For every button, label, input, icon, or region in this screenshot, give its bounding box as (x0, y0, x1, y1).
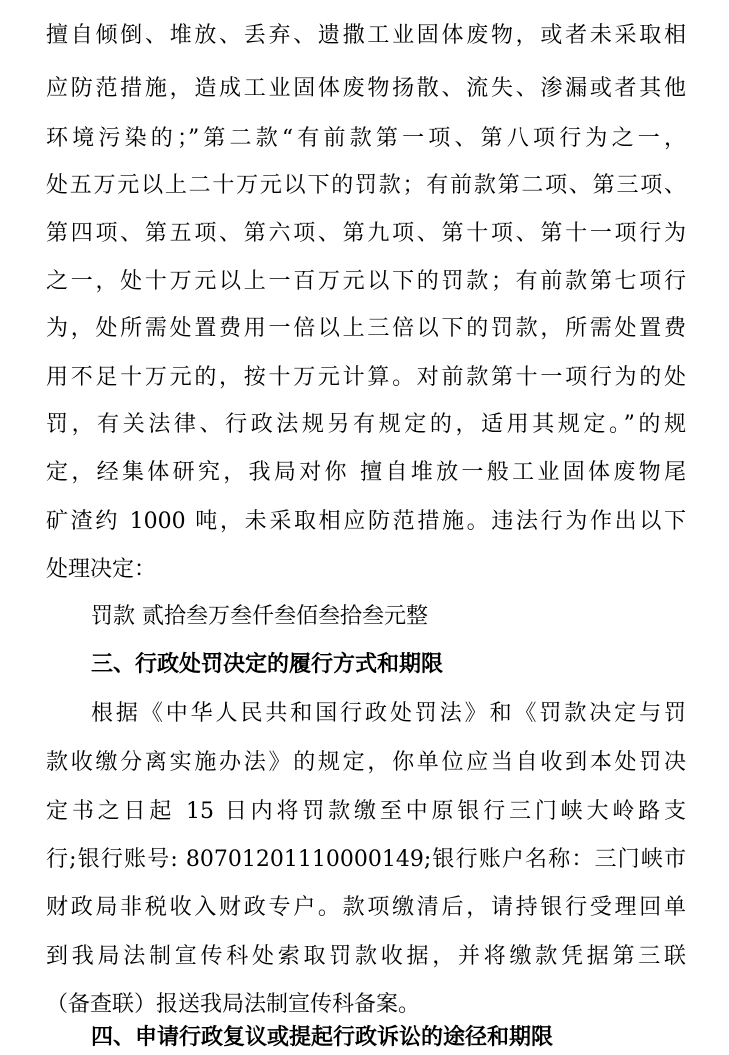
text-line: 擅自倾倒、堆放、丢弃、遗撒工业固体废物，或者未采取相 (46, 23, 686, 48)
text-line: 应防范措施，造成工业固体废物扬散、流失、渗漏或者其他 (46, 76, 686, 101)
text-line: 处五万元以上二十万元以下的罚款；有前款第二项、第三项、 (46, 173, 686, 198)
text-line: 第四项、第五项、第六项、第九项、第十项、第十一项行为 (46, 221, 686, 246)
text-line: 环境污染的；”第二款“有前款第一项、第八项行为之一， (46, 126, 686, 151)
text-line: 矿渣约 1000 吨，未采取相应防范措施。违法行为作出以下 (46, 509, 686, 534)
text-line: 之一，处十万元以上一百万元以下的罚款；有前款第七项行 (46, 269, 686, 294)
text-line: 处理决定： (46, 557, 157, 582)
text-line: 到我局法制宣传科处索取罚款收据，并将缴款凭据第三联 (46, 944, 686, 969)
text-line: 根据《中华人民共和国行政处罚法》和《罚款决定与罚 (91, 701, 686, 726)
penalty-amount: 罚款 贰拾叁万叁仟叁佰叁拾叁元整 (91, 604, 428, 629)
text-line: （备查联）报送我局法制宣传科备案。 (46, 992, 421, 1017)
text-line: 财政局非税收入财政专户。款项缴清后，请持银行受理回单 (46, 895, 686, 920)
section-heading-3: 三、行政处罚决定的履行方式和期限 (91, 652, 444, 677)
text-line: 款收缴分离实施办法》的规定，你单位应当自收到本处罚决 (46, 750, 686, 775)
text-line: 行;银行账号: 80701201110000149;银行账户名称：三门峡市 (46, 847, 686, 872)
text-line: 罚，有关法律、行政法规另有规定的，适用其规定。”的规 (46, 412, 686, 437)
section-heading-4: 四、申请行政复议或提起行政诉讼的途径和期限 (91, 1025, 554, 1050)
text-line: 定书之日起 15 日内将罚款缴至中原银行三门峡大岭路支 (46, 799, 686, 824)
text-line: 用不足十万元的，按十万元计算。对前款第十一项行为的处 (46, 365, 686, 390)
text-line: 为，处所需处置费用一倍以上三倍以下的罚款，所需处置费 (46, 316, 686, 341)
text-line: 定，经集体研究，我局对你 擅自堆放一般工业固体废物尾 (46, 460, 686, 485)
